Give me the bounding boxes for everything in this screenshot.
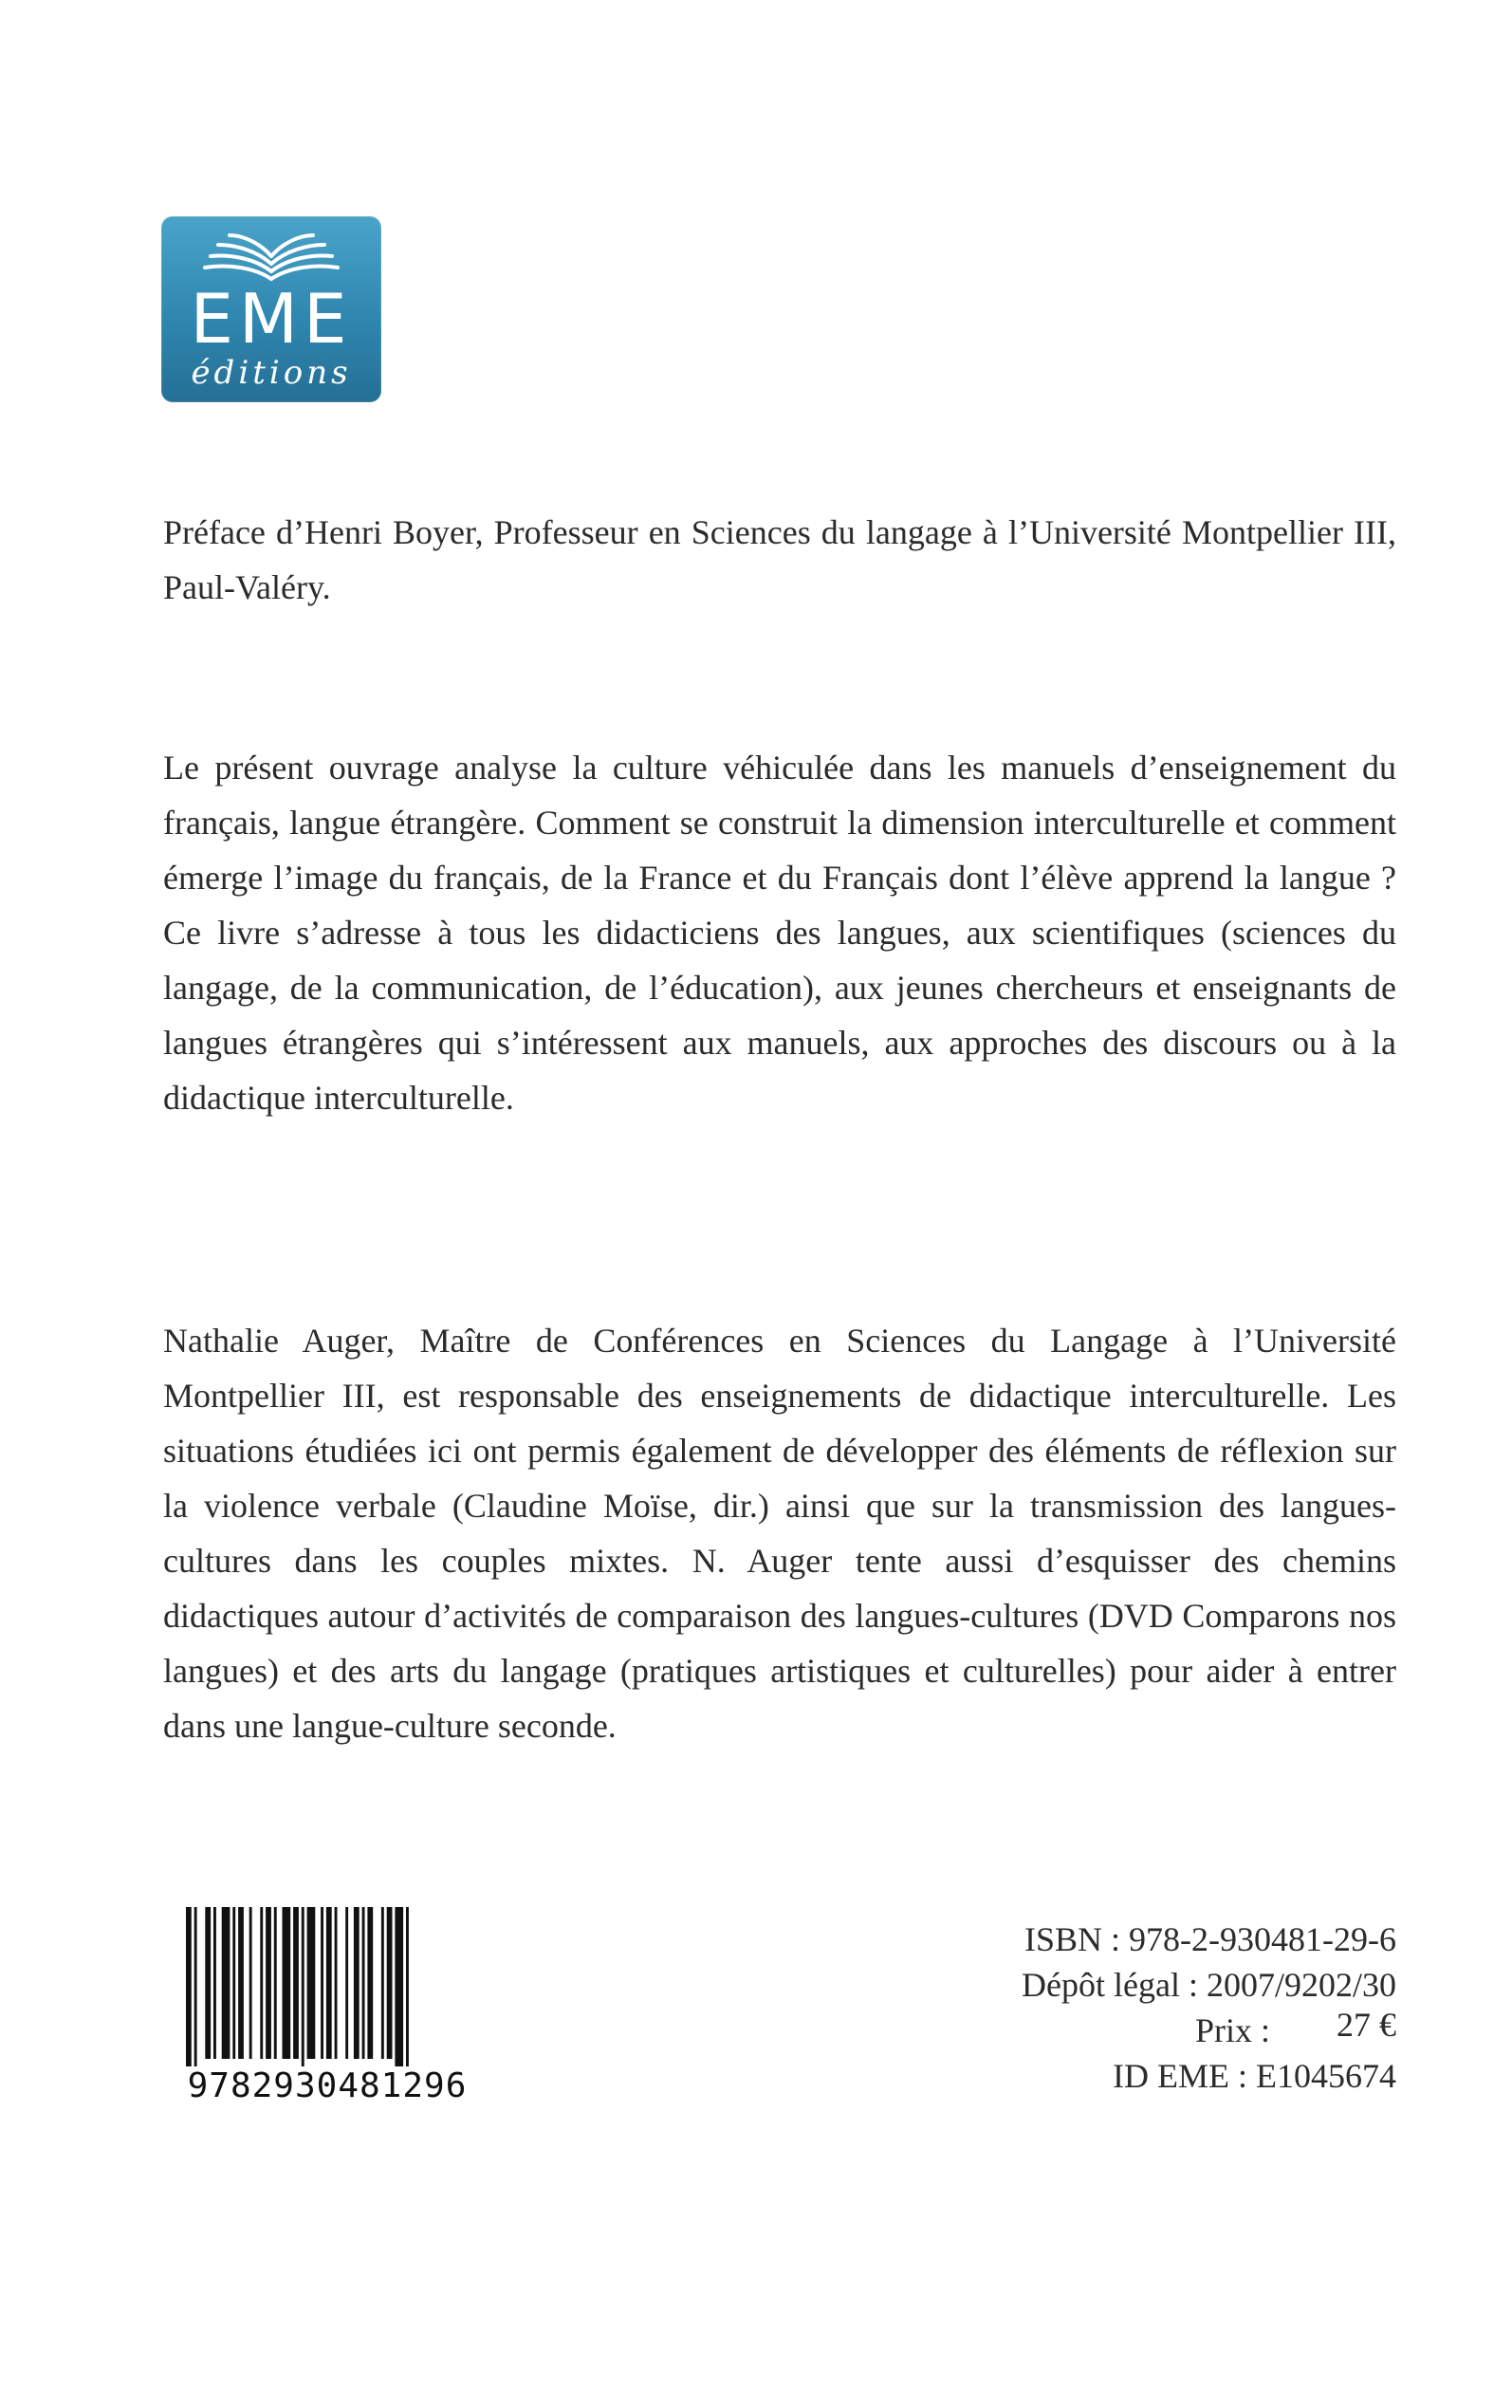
barcode-bar — [406, 1907, 409, 2068]
open-book-icon — [199, 230, 343, 287]
logo-letters: EME — [190, 279, 353, 359]
barcode-bar — [395, 1907, 403, 2068]
barcode-bar — [283, 1907, 291, 2059]
barcode-bar — [274, 1907, 277, 2059]
barcode-bar — [381, 1907, 384, 2059]
barcode-bar — [238, 1907, 244, 2059]
barcode-bar — [345, 1907, 348, 2059]
barcode-bar — [194, 1907, 197, 2068]
barcode — [180, 1907, 474, 2106]
barcode-bar — [307, 1907, 316, 2059]
id-eme-line: ID EME : E1045674 — [1113, 2057, 1396, 2095]
publication-info — [1022, 1917, 1396, 2099]
publisher-logo — [161, 216, 381, 402]
barcode-number: 9782930481296 — [180, 2066, 474, 2105]
barcode-bar — [321, 1907, 323, 2059]
barcode-bar — [387, 1907, 393, 2059]
author-bio-text: Nathalie Auger, Maître de Conférences en Sciences du Langage à l’Université Montpellier III, est responsable des enseignements de didactique interculturelle. Les situations étudiées ici ont permis également de développer des éléments de réflexion sur la violence verbale (Claudine Moïse, dir.) ainsi que sur la transmission des langues-cultures dans les couples mixtes. N. Auger tente aussi d’esquisser des chemins didactiques autour d’activités de comparaison des langues-cultures (DVD Comparons nos langues) et des arts du langage (pratiques artistiques et culturelles) pour aider à entrer dans une langue-culture seconde. — [163, 1322, 1396, 1745]
barcode-bar — [213, 1907, 216, 2059]
barcode-bar — [367, 1907, 373, 2059]
barcode-bars — [180, 1907, 474, 2068]
barcode-bar — [205, 1907, 211, 2059]
barcode-bar — [249, 1907, 252, 2059]
barcode-bar — [362, 1907, 365, 2059]
barcode-bar — [232, 1907, 235, 2059]
preface-text: Préface d’Henri Boyer, Professeur en Sciences du langage à l’Université Montpellier III, Paul-Valéry. — [163, 513, 1396, 606]
barcode-bar — [335, 1907, 338, 2059]
price-value: 27 € — [1337, 2006, 1396, 2044]
barcode-bar — [302, 1907, 304, 2068]
barcode-bar — [260, 1907, 263, 2059]
barcode-bar — [326, 1907, 332, 2059]
price-label: Prix : — [1194, 2011, 1270, 2049]
barcode-bar — [354, 1907, 360, 2059]
summary-text: Le présent ouvrage analyse la culture véhiculée dans les manuels d’enseignement du français, langue étrangère. Comment se construit la dimension interculturelle et comment émerge l’image du français, de la France et du Français dont l’élève apprend la langue ? Ce livre s’adresse à tous les didacticiens des langues, aux scientifiques (sciences du langage, de la communication, de l’éducation), aux jeunes chercheurs et enseignants de langues étrangères qui s’intéressent aux manuels, aux approches des discours ou à la didactique interculturelle. — [163, 749, 1396, 1117]
barcode-bar — [186, 1907, 192, 2068]
barcode-bar — [293, 1907, 299, 2059]
price-line — [1022, 2008, 1396, 2053]
depot-legal-line: Dépôt légal : 2007/9202/30 — [1022, 1966, 1396, 2004]
barcode-bar — [222, 1907, 230, 2059]
logo-subtitle: éditions — [191, 354, 352, 392]
barcode-bar — [266, 1907, 271, 2059]
isbn-line: ISBN : 978-2-930481-29-6 — [1024, 1920, 1396, 1958]
